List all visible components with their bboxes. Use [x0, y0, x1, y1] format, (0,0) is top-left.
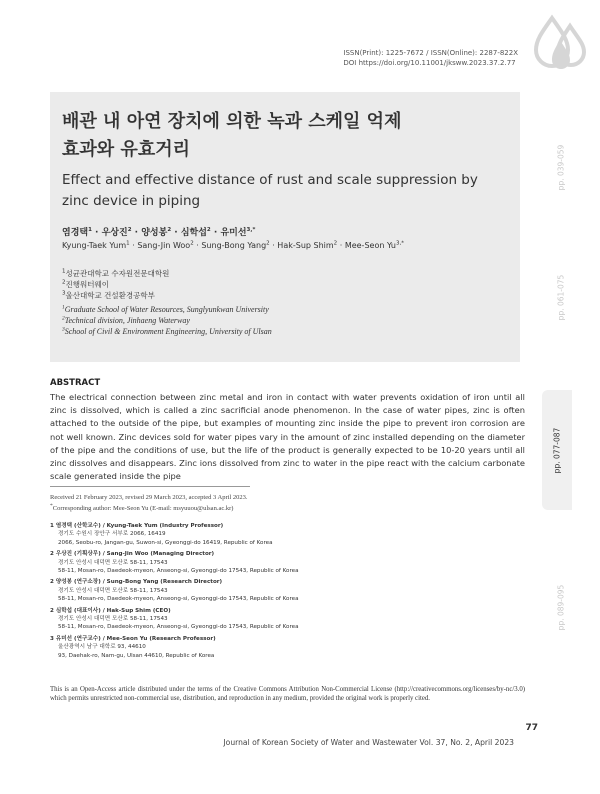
author-info-address: 93, Daehak-ro, Nam-gu, Ulsan 44610, Republic of Korea — [58, 652, 215, 659]
author-superscript: 2 — [167, 227, 172, 233]
author-info-block — [50, 635, 299, 660]
corresponding-author: *Corresponding author: Mee-Seon Yu (E-mail: msyuuou@ulsan.ac.kr) — [50, 502, 234, 512]
english-title-line: zinc device in piping — [62, 193, 201, 209]
received-dates: Received 21 February 2023, revised 29 March 2023, accepted 3 April 2023. — [50, 494, 248, 501]
author-info-number: 1 — [50, 523, 54, 529]
author-name: 심학섭 — [180, 228, 207, 238]
page-number: 77 — [525, 723, 538, 733]
affiliation-superscript: 1 — [62, 268, 66, 275]
author-info-address: 58-11, Mosan-ro, Daedeok-myeon, Anseong-si, Gyeonggi-do 17543, Republic of Korea — [58, 624, 299, 631]
author-info-number: 2 — [50, 579, 54, 586]
author-info-block — [50, 578, 299, 603]
author-info-name — [50, 635, 299, 643]
author-info-list — [50, 522, 299, 663]
author-separator: · — [171, 228, 181, 238]
author-superscript: 2 — [333, 240, 338, 247]
side-tab-pages-61-75[interactable]: pp. 061-075 — [556, 274, 566, 321]
author-separator: · — [269, 241, 278, 250]
author-info-address: 2066, Seobu-ro, Jangan-gu, Suwon-si, Gyeonggi-do 16419, Republic of Korea — [58, 539, 273, 546]
affiliation-text: Technical division, Jinhaeng Waterway — [64, 316, 190, 325]
abstract-text: The electrical connection between zinc metal and iron in contact with water prevents oxidation of iron until all zinc is dissolved, which is called a zinc sacrificial anode phenomenon. In the case of water pipes, zinc is often attached to the outside of the pipe, but examples of mounting zinc inside the pipe to prevent iron corrosion are not well known. Zinc devices sold for water pipes vary in the amount of zinc installed depending on the diameter of the pipe and the conditions of use, but the life of the product is generally expected to be 10-20 years until all zinc dissolves and disappears. Zinc ions dissolved from zinc to water in the pipe react with the calcium carbonate scale generated inside the pipe — [50, 392, 525, 482]
author-superscript: 2 — [266, 240, 270, 247]
water-drop-logo-icon — [530, 14, 592, 76]
author-superscript: 2 — [206, 227, 211, 233]
korean-title-line: 효과와 유효거리 — [62, 139, 190, 160]
author-separator: · — [337, 241, 345, 250]
author-info-name — [50, 607, 299, 615]
korean-title — [62, 108, 512, 164]
footnote-divider — [50, 486, 250, 487]
affiliation-superscript: 3 — [62, 326, 65, 333]
author-info-number: 3 — [50, 635, 54, 642]
affiliations-english — [62, 304, 272, 337]
author-superscript: 2 — [190, 240, 194, 247]
authors-korean — [62, 225, 255, 238]
author-name: Mee-Seon Yu — [344, 241, 396, 250]
affiliation-row — [62, 279, 169, 290]
author-info-title: 염경택 (산학교수) / Kyung-Taek Yum (Industry Professor) — [55, 523, 224, 529]
author-info-block — [50, 550, 299, 575]
author-info-block — [50, 607, 299, 632]
side-tab-pages-89-95[interactable]: pp. 089-095 — [556, 584, 566, 631]
side-tab-pages-77-87[interactable]: pp. 077-087 — [542, 390, 572, 510]
author-superscript: 3,* — [246, 227, 256, 233]
author-info-name — [50, 578, 299, 586]
author-info-title: 양성봉 (연구소장) / Sung-Bong Yang (Research Director) — [55, 579, 223, 586]
author-info-number: 2 — [50, 607, 54, 614]
author-name: 우상진 — [101, 228, 128, 238]
author-name: Sang-Jin Woo — [137, 241, 191, 250]
affiliation-superscript: 2 — [62, 279, 66, 286]
author-info-address: 58-11, Mosan-ro, Daedeok-myeon, Anseong-si, Gyeonggi-do 17543, Republic of Korea — [58, 568, 299, 575]
affiliation-text: Graduate School of Water Resources, Sunglyunkwan University — [64, 305, 269, 314]
author-separator: · — [91, 228, 102, 238]
affiliations-korean — [62, 268, 169, 301]
author-info-title: 유미선 (연구교수) / Mee-Seon Yu (Research Professor) — [55, 635, 216, 642]
affiliation-text: 진행워터웨이 — [65, 280, 109, 289]
author-superscript: 3,* — [396, 240, 404, 247]
side-tab-pages-39-59[interactable]: pp. 039-059 — [556, 144, 566, 191]
author-separator: · — [210, 228, 221, 238]
english-title-line: Effect and effective distance of rust and scale suppression by — [62, 172, 478, 188]
author-info-address: 경기도 안성시 대덕면 모산로 58-11, 17543 — [58, 616, 168, 623]
issn-text: ISSN(Print): 1225-7672 / ISSN(Online): 2287-822X — [343, 49, 518, 57]
affiliation-text: 성균관대학교 수자원전문대학원 — [65, 269, 170, 278]
author-separator: · — [129, 241, 138, 250]
affiliation-row — [62, 315, 272, 326]
author-name: Kyung-Taek Yum — [62, 241, 127, 250]
korean-title-line: 배관 내 아연 장치에 의한 녹과 스케일 억제 — [62, 111, 402, 132]
journal-footer: Journal of Korean Society of Water and Wastewater Vol. 37, No. 2, April 2023 — [223, 738, 514, 747]
author-name: 염경택 — [62, 228, 89, 238]
author-info-block — [50, 522, 299, 547]
affiliation-text: School of Civil & Environment Engineering, University of Ulsan — [64, 327, 272, 336]
affiliation-row — [62, 290, 169, 301]
license-text: This is an Open-Access article distributed under the terms of the Creative Commons Attribution Non-Commercial License (http://creativecommons.org/licenses/by-nc/3.0) which permits unrestricted non-commercial use, distribution, and reproduction in any medium, provided the original work is properly cited. — [50, 686, 525, 702]
journal-header — [343, 48, 518, 68]
author-info-address: 울산광역시 남구 대학로 93, 44610 — [58, 644, 146, 651]
author-info-address: 경기도 안성시 대덕면 모산로 58-11, 17543 — [58, 559, 168, 566]
author-superscript: 1 — [126, 240, 130, 247]
affiliation-row — [62, 304, 272, 315]
author-separator: · — [193, 241, 202, 250]
author-info-address: 경기도 수원시 장안구 서부로 2066, 16419 — [58, 531, 166, 538]
author-superscript: 2 — [127, 227, 132, 233]
author-superscript: 1 — [88, 227, 92, 233]
author-info-name — [50, 550, 299, 558]
author-info-number: 2 — [50, 551, 54, 558]
author-name: 유미선 — [220, 228, 247, 238]
doi-text: DOI https://doi.org/10.11001/jksww.2023.37.2.77 — [343, 59, 516, 67]
author-info-address: 58-11, Mosan-ro, Daedeok-myeon, Anseong-si, Gyeonggi-do 17543, Republic of Korea — [58, 596, 299, 603]
author-name: Sung-Bong Yang — [201, 241, 267, 250]
affiliation-superscript: 3 — [62, 290, 66, 297]
author-info-title: 우상진 (기획상무) / Sang-Jin Woo (Managing Director) — [55, 551, 215, 558]
author-info-name — [50, 522, 299, 530]
author-info-address: 경기도 안성시 대덕면 모산로 58-11, 17543 — [58, 587, 168, 594]
affiliation-superscript: 2 — [62, 315, 65, 322]
abstract-heading: ABSTRACT — [50, 378, 101, 388]
affiliation-row — [62, 268, 169, 279]
affiliation-row — [62, 326, 272, 337]
author-name: Hak-Sup Shim — [277, 241, 334, 250]
english-title — [62, 170, 502, 212]
authors-english — [62, 241, 404, 250]
author-separator: · — [131, 228, 142, 238]
author-info-title: 심학섭 (대표이사) / Hak-Sup Shim (CEO) — [55, 607, 171, 614]
affiliation-superscript: 1 — [62, 304, 65, 311]
author-name: 양성봉 — [141, 228, 168, 238]
affiliation-text: 울산대학교 건설환경공학부 — [65, 291, 155, 300]
